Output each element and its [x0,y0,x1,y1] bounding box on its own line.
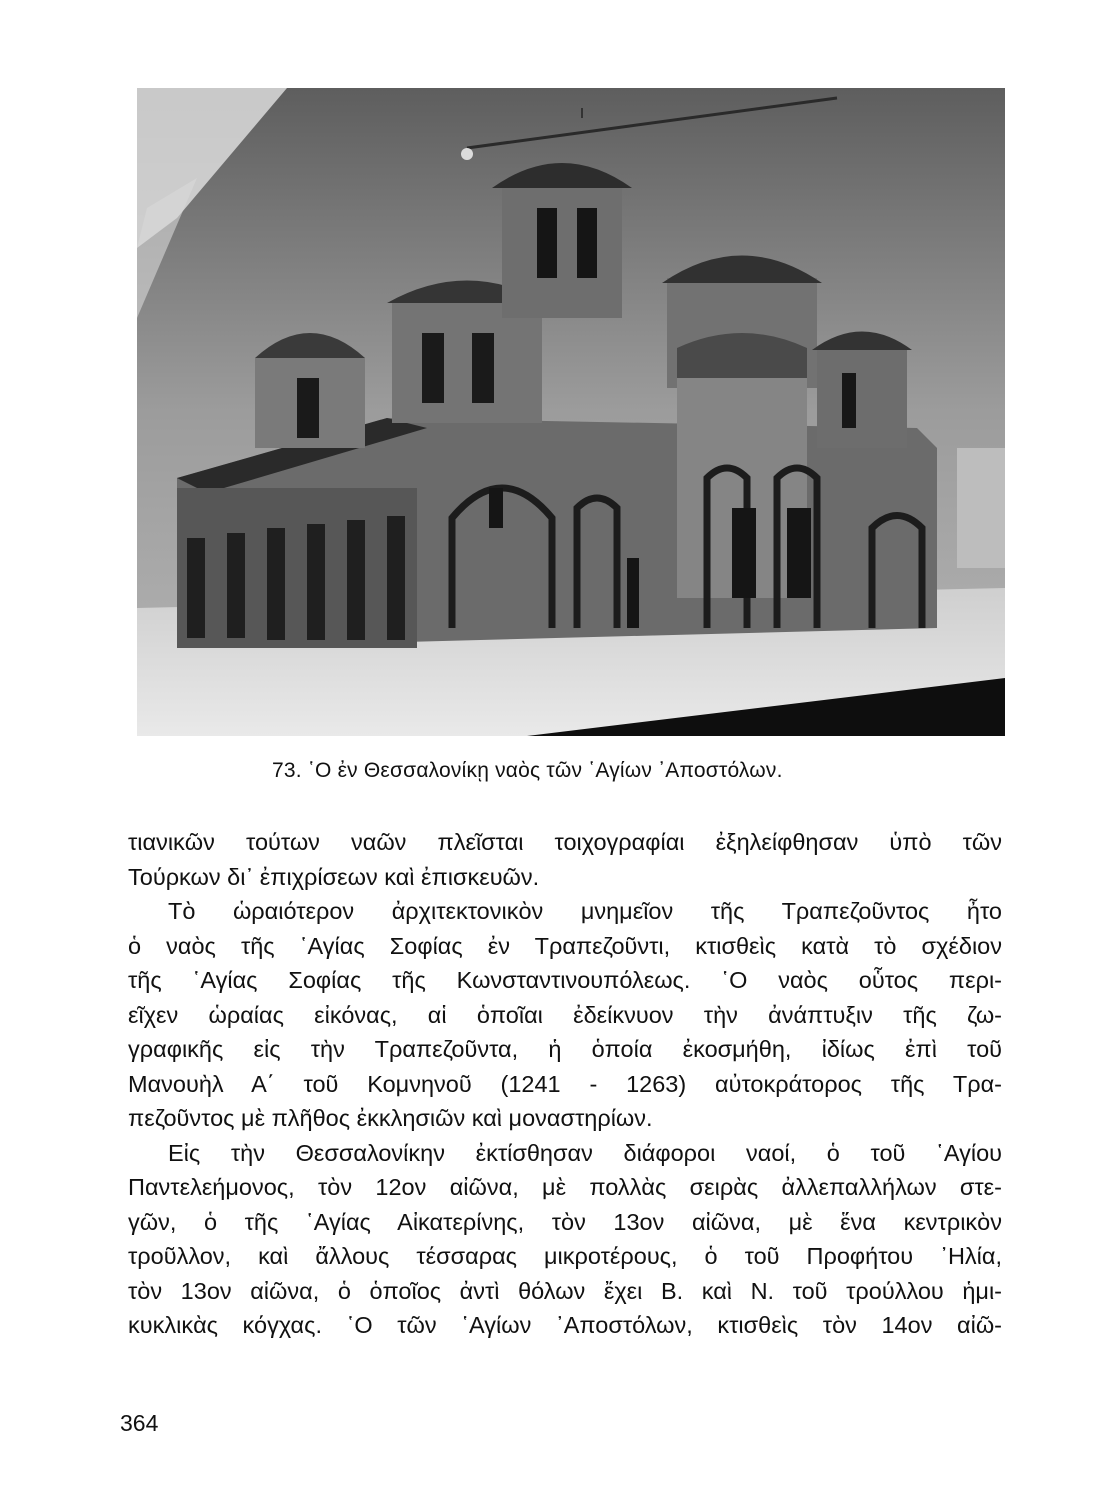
figure-number: 73. [272,759,302,782]
text-line: γῶν, ὁ τῆς ῾Αγίας Αἰκατερίνης, τὸν 13ον αἰῶνα, μὲ ἕνα κεντρικὸν [128,1208,1002,1235]
church-illustration [137,88,1005,736]
text-line: κυκλικὰς κόγχας. ῾Ο τῶν ῾Αγίων ᾿Αποστόλων, κτισθεὶς τὸν 14ον αἰῶ- [128,1312,1002,1338]
body-text [128,825,1002,1343]
text-line: Μανουὴλ Α΄ τοῦ Κομνηνοῦ (1241 - 1263) αὐτοκράτορος τῆς Τρα- [128,1070,1002,1097]
text-line: εῖχεν ὡραίας εἰκόνας, αἱ ὁποῖαι ἐδείκνυον τὴν ἀνάπτυξιν τῆς ζω- [128,1001,1002,1028]
text-line: Παντελεήμονος, τὸν 12ον αἰῶνα, μὲ πολλὰς σειρὰς ἀλλεπαλλήλων στε- [128,1174,1002,1200]
text-line: τροῦλλον, καὶ ἄλλους τέσσαρας μικροτέρους, ὁ τοῦ Προφήτου ᾿Ηλία, [128,1243,1002,1269]
text-line: τιανικῶν τούτων ναῶν πλεῖσται τοιχογραφίαι ἐξηλείφθησαν ὑπὸ τῶν [128,829,1002,855]
text-line: τῆς ῾Αγίας Σοφίας τῆς Κωνσταντινουπόλεως. ῾Ο ναὸς οὗτος περι- [128,967,1002,993]
text-line: ὁ ναὸς τῆς ῾Αγίας Σοφίας ἐν Τραπεζοῦντι, κτισθεὶς κατὰ τὸ σχέδιον [128,932,1002,959]
church-photograph [137,88,1005,736]
page-number: 364 [120,1410,159,1436]
figure-caption-text: ῾Ο ἐν Θεσσαλονίκῃ ναὸς τῶν ῾Αγίων ᾿Αποστόλων. [307,759,783,782]
figure-caption [272,759,783,783]
text-line: Τὸ ὡραιότερον ἀρχιτεκτονικὸν μνημεῖον τῆς Τραπεζοῦντος ἦτο [168,898,1002,924]
text-line: Τούρκων δι᾽ ἐπιχρίσεων καὶ ἐπισκευῶν. [128,863,540,890]
text-line: τὸν 13ον αἰῶνα, ὁ ὁποῖος ἀντὶ θόλων ἔχει Β. καὶ Ν. τοῦ τρούλλου ἡμι- [128,1277,1002,1304]
text-line: πεζοῦντος μὲ πλῆθος ἐκκλησιῶν καὶ μοναστηρίων. [128,1105,653,1131]
text-line: Εἰς τὴν Θεσσαλονίκην ἐκτίσθησαν διάφοροι ναοί, ὁ τοῦ ῾Αγίου [168,1139,1002,1166]
text-line: γραφικῆς εἰς τὴν Τραπεζοῦντα, ἡ ὁποία ἐκοσμήθη, ἰδίως ἐπὶ τοῦ [128,1036,1002,1062]
